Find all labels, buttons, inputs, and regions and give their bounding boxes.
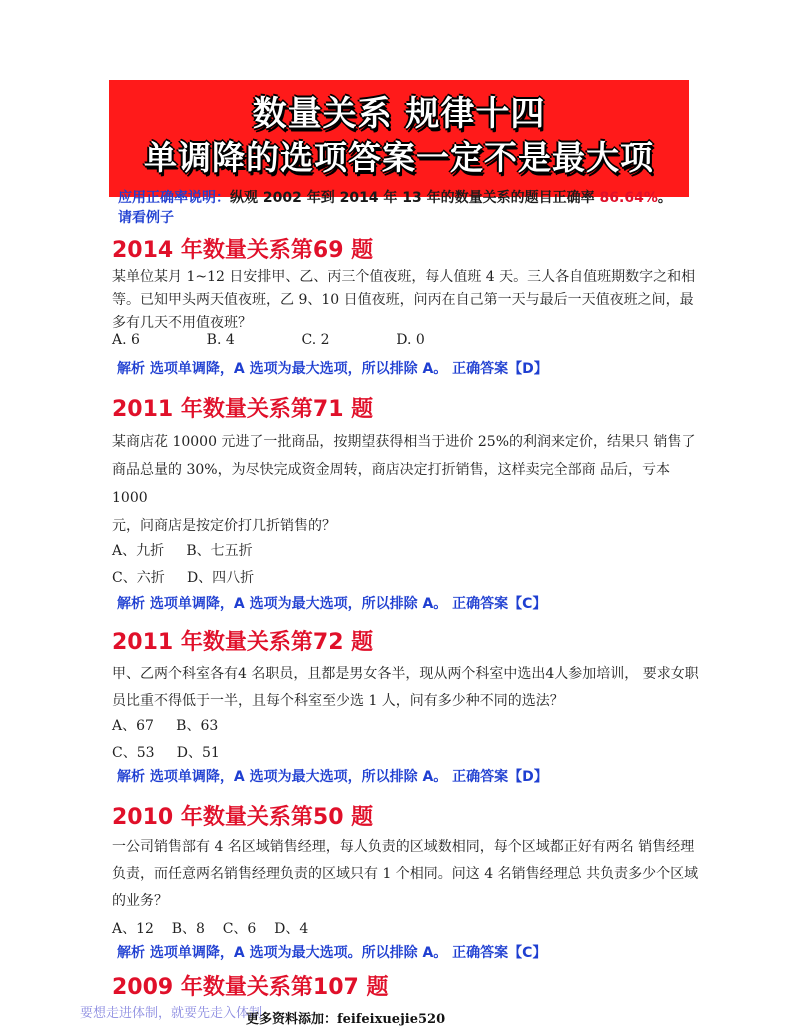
question-paragraph: 某商店花 10000 元进了一批商品，按期望获得相当于进价 25%的利润来定价，结果只 销售了商品总量的 30%，为尽快完成资金周转，商店决定打折销售，这样卖完全部商 品后，亏本 1000 <box>112 434 696 506</box>
accuracy-note <box>118 188 718 228</box>
question-text <box>112 266 702 335</box>
options-row: C、六折 D、四八折 <box>112 570 255 586</box>
section-heading: 2011 年数量关系第71 题 <box>112 397 374 422</box>
question-text <box>112 834 702 915</box>
footer-contact: 更多资料添加：feifeixuejie520 <box>246 1012 446 1027</box>
section-heading: 2009 年数量关系第107 题 <box>112 975 389 1000</box>
options-row: A. 6 B. 4 C. 2 D. 0 <box>112 332 425 348</box>
analysis-line: 解析 选项单调降，A 选项为最大选项，所以排除 A。 正确答案【D】 <box>117 769 548 785</box>
section-heading: 2010 年数量关系第50 题 <box>112 805 374 830</box>
question-text <box>112 428 702 540</box>
note-label: 应用正确率说明： <box>118 190 230 206</box>
note-line2: 请看例子 <box>118 210 174 226</box>
question-text <box>112 661 702 715</box>
section-heading: 2014 年数量关系第69 题 <box>112 238 374 263</box>
note-end: 。 <box>657 190 672 206</box>
note-text: 纵观 2002 年到 2014 年 13 年的数量关系的题目正确率 <box>230 190 600 206</box>
note-rate: 86.64% <box>599 190 658 206</box>
analysis-line: 解析 选项单调降，A 选项为最大选项，所以排除 A。 正确答案【C】 <box>117 596 547 612</box>
title-banner <box>109 80 689 197</box>
question-paragraph: 甲、乙两个科室各有4 名职员，且都是男女各半，现从两个科室中选出4人参加培训， 要求女职员比重不得低于一半，且每个科室至少选 1 人，问有多少种不同的选法？ <box>112 666 699 709</box>
options-row: C、53 D、51 <box>112 745 220 761</box>
options-row: A、九折 B、七五折 <box>112 543 253 559</box>
banner-subtitle: 单调降的选项答案一定不是最大项 <box>144 138 654 177</box>
question-paragraph: 某单位某月 1~12 日安排甲、乙、丙三个值夜班，每人值班 4 天。三人各自值班期数字之和相等。已知甲头两天值夜班，乙 9、10 日值夜班，问丙在自己第一天与最后一天值夜班之间，最多有几天不用值夜班？ <box>112 269 696 331</box>
options-row: A、12 B、8 C、6 D、4 <box>112 921 309 937</box>
section-heading: 2011 年数量关系第72 题 <box>112 630 374 655</box>
question-paragraph: 元，问商店是按定价打几折销售的？ <box>112 518 336 534</box>
banner-title: 数量关系 规律十四 <box>252 94 546 134</box>
analysis-line: 解析 选项单调降，A 选项为最大选项。所以排除 A。 正确答案【C】 <box>117 945 547 961</box>
analysis-line: 解析 选项单调降，A 选项为最大选项，所以排除 A。 正确答案【D】 <box>117 361 548 377</box>
question-paragraph: 一公司销售部有 4 名区域销售经理，每人负责的区域数相同，每个区域都正好有两名 销售经理负责，而任意两名销售经理负责的区域只有 1 个相同。问这 4 名销售经理总 共负责多少个区域的业务？ <box>112 839 699 909</box>
options-row: A、67 B、63 <box>112 718 219 734</box>
footer-watermark-text: 要想走进体制，就要先走入体制 <box>80 1006 263 1021</box>
